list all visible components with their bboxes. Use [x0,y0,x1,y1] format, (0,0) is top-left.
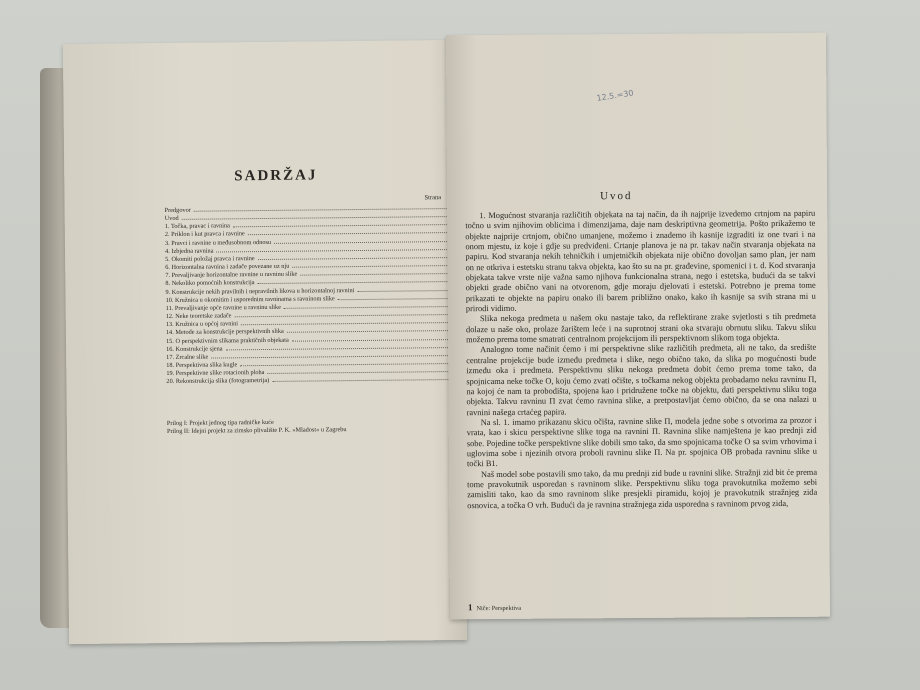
toc-leader-dots [258,281,450,284]
toc-leader-dots [241,322,450,325]
toc-entry-title: 10. Kružnica u okomitim i usporednim ravninama s ravninom slike [165,294,335,304]
toc-entry-title: 3. Pravci i ravnine u međusobnom odnosu [164,238,272,247]
paragraph: Analogno tome načinit ćemo i mi perspektivne slike različitih predmeta, ali ne tako, da središte centralne projekcije bude između predmeta i slike, nego obično tako, da slika po mogućnosti bude između oka i predmeta. Perspektivnu sliku nekoga predmeta dobit ćemo prema tome tako, da spojnicama neke točke O, koju ćemo zvati očište, s točkama nekog objekta probadamo neku ravninu Π, na kojoj će nam ta probodišta, spojena kao i pridružene točke na objektu, dati perspektivnu sliku toga objekta. Takvu ravninu Π zvat ćemo ravnina slike, a pretpostavljat ćemo obično, da se ona nalazi u ravnini našega crtaćeg papira. [466,343,817,417]
toc-entry-title: 6. Horizontalna ravnina i zadače povezane uz nju [165,262,290,272]
toc-entry-title: 7. Prevaljivanje horizontalne ravnine u ravninu slike [165,270,298,280]
toc-leader-dots [338,298,450,300]
toc-leader-dots [357,290,449,292]
paragraph: 1. Mogućnost stvaranja različitih objekata na taj način, da ih najprije izvedemo crtnjom na papiru točno u svim njihovim oblicima i dimenzijama, daje nam deskriptivna geometrija. Pošto prikažemo te objekte najprije crtnjom, obično umanjene, možemo i znademo ih kasnije izgraditi iz onе tvari i na onom mjestu, iz koje i gdje su predviđeni. Crtanje planova je na pr. takav način stvaranja objekata na papiru. Kod stvaranja nekih tehničkih i umjetničkih objekata nije obično dovoljan samo plan, jer nam on ne otkriva i estetsku stranu takva objekta, kao što su na pr. građevine, spomenici i t. d. Kod stvaranja objekata takve vrste nije važna samo njihova funkcionalna strana, nego i estetska, budući da se takvi objekti grade obično vani na otvorenom, gdje moraju djelovati i estetski. Potrebno je prema tome prikazati te objekte na papiru onako ili barem približno onako, kako ih kasnije sa svih strana mi u prirodi vidimo. [465,208,816,314]
toc-leader-dots [287,330,450,333]
toc-entry-title: 9. Konstrukcije nekih pravilnih i nepravilnih likova u horizontalnoj ravnini [165,286,355,296]
toc-leader-dots [240,363,450,366]
toc-leader-dots [274,241,449,244]
toc-entry-title: 16. Konstrukcije sjena [166,345,223,353]
toc-entry-title: 17. Zrcalne slike [166,353,209,361]
toc-entry-title: 1. Točka, pravac i ravnina [164,222,231,231]
toc-leader-dots [248,233,449,236]
toc-entry-title: 18. Perspektivna slika kugle [166,361,238,370]
toc-entry-title: Uvod [164,215,179,223]
page-footer [468,602,521,612]
toc-entry-title: 4. Izbjedna ravnina [165,247,214,255]
toc-leader-dots [267,371,450,374]
paragraph: Naš model sobe postavili smo tako, da mu prednji zid bude u ravnini slike. Stražnji zid bit će prema tome pravokutnik usporedan s ravninom slike. Perspektivnu sliku toga pravokutnika možemo sebi zamisliti tako, kao da smo ravninom slike presjekli piramidu, kojoj je pravokutnik stražnjeg zida osnovica, a točka O vrh. Budući da je ravnina stražnjega zida usporedna s ravninom prvog zida, [467,467,818,510]
toc-leader-dots [272,379,450,382]
footer-text: Niče: Perspektiva [476,604,522,613]
appendix-list [167,418,347,436]
right-page-introduction [446,33,830,620]
pencil-annotation: 12.5.=30 [595,88,635,103]
toc-entry-title: 13. Kružnica u općoj ravnini [165,320,239,329]
table-of-contents [165,204,467,387]
paragraph: Slika nekoga predmeta u našem oku nastaje tako, da reflektirane zrake svjetlosti s tih predmeta dolaze u naše oko, prolaze žarištem leće i na suprotnoj strani oka stvaraju obrnutu sliku. Takvu sliku možemo prema tome smatrati centralnom projekcijom ili perspektivnom slikom toga objekta. [465,312,817,345]
toc-entry [166,375,466,386]
toc-leader-dots [284,306,450,309]
toc-entry-title: 2. Priklon i kut pravca i ravnine [164,230,245,239]
toc-leader-dots [292,339,450,342]
toc-entry-title: 5. Okomiti položaj pravca i ravnine [165,255,255,263]
toc-entry-title: Predgovor [164,206,191,215]
toc-leader-dots [226,347,450,350]
page-title: SADRŽAJ [234,167,318,185]
toc-leader-dots [233,224,449,227]
toc-leader-dots [292,265,449,268]
chapter-body [465,209,817,511]
paragraph: Na sl. 1. imamo prikazanu skicu očišta, ravnine slike Π, modela jedne sobe s otvorima za prozor i vrata, kao i skicu perspektivne slike toga na ravnini Π. Ravnina slike namještena je kao prednji zid sobe. Pojedine točke perspektivne slike dobili smo tako, da smo spojnicama točke O sa svim vrhovima i uglovima sobe i njezinih otvora proboli ravninu slike Π. Na pr. spojnica OB probada ravninu slike u točki B1. [466,415,817,469]
toc-leader-dots [216,249,449,252]
left-page-contents [63,40,467,644]
toc-entry-title: 11. Prevaljivanje opće ravnine u ravninu slike [165,303,282,312]
chapter-title: Uvod [600,190,633,203]
toc-entry-title: 20. Rekonstrukcija slika (fotogrametrija) [166,377,270,386]
toc-leader-dots [182,216,449,220]
appendix-item: Prilog I: Projekt jednog tipa radničke kuće [166,418,274,428]
toc-entry-title: 15. O perspektivnim slikama praktičnih objekata [165,336,289,345]
toc-leader-dots [300,273,449,276]
toc-entry-title: 19. Perspektivne slike rotacionih ploha [166,369,265,378]
open-book [40,28,840,658]
signature-number: 1 [467,602,473,613]
toc-leader-dots [194,208,449,212]
toc-entry-title: 14. Metode za konstrukcije perspektivnih slika [165,328,284,337]
toc-page-column-header: Strana [424,194,442,202]
toc-entry-title: 12. Neke teoretske zadače [165,312,232,321]
toc-leader-dots [211,355,450,359]
appendix-item: Prilog II: Idejni projekt za zimsko plivalište P. K. »Mladost« u Zagrebu [166,426,347,436]
toc-leader-dots [258,257,449,260]
toc-entry-title: 8. Nekoliko pomoćnih konstrukcija [165,279,255,288]
toc-leader-dots [234,314,449,317]
